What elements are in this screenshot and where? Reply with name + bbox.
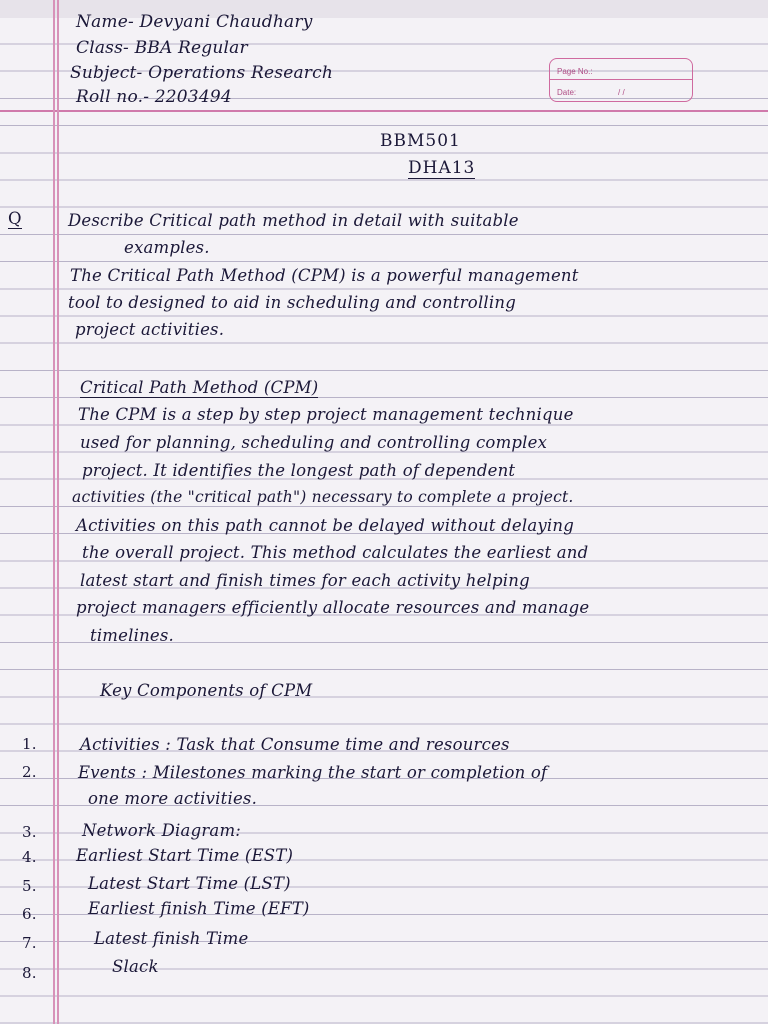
body-line-5: Activities on this path cannot be delayed without delaying	[76, 516, 574, 535]
list-item-number: 8.	[22, 964, 37, 982]
list-item-number: 7.	[22, 934, 37, 952]
body-line-7: latest start and finish times for each activity helping	[80, 571, 530, 590]
body-line-8: project managers efficiently allocate resources and manage	[76, 598, 590, 617]
list-item-text: Network Diagram:	[82, 821, 242, 840]
list-item-text: Latest finish Time	[94, 929, 249, 948]
key-components-heading: Key Components of CPM	[100, 681, 313, 700]
header-rule-line	[0, 110, 768, 112]
question-marker: Q	[8, 209, 22, 228]
student-class: Class- BBA Regular	[76, 38, 248, 58]
page-date-divider	[550, 79, 692, 80]
list-item-text: Earliest Start Time (EST)	[76, 846, 294, 865]
body-line-1: The CPM is a step by step project management technique	[78, 405, 574, 424]
list-item-number: 6.	[22, 905, 37, 923]
list-item-text: Latest Start Time (LST)	[88, 874, 291, 893]
body-line-4: activities (the "critical path") necessary to complete a project.	[72, 488, 574, 506]
student-rollno: Roll no.- 2203494	[76, 87, 232, 107]
student-subject: Subject- Operations Research	[70, 63, 334, 83]
list-item-text: Activities : Task that Consume time and resources	[80, 735, 510, 754]
section-heading: Critical Path Method (CPM)	[80, 378, 319, 397]
margin-line-right	[57, 0, 59, 1024]
list-item-text: Earliest finish Time (EFT)	[88, 899, 310, 918]
course-code: BBM501	[380, 131, 461, 151]
list-item-number: 1.	[22, 735, 37, 753]
intro-line-3: project activities.	[75, 320, 225, 339]
list-item-number: 3.	[22, 823, 37, 841]
question-line-1: Describe Critical path method in detail with suitable	[68, 211, 519, 230]
list-item-number: 5.	[22, 877, 37, 895]
question-line-2: examples.	[124, 238, 210, 257]
list-item-text: Slack	[112, 957, 159, 976]
page-date-box	[549, 58, 693, 102]
paper-code: DHA13	[408, 158, 476, 178]
list-item-number: 4.	[22, 848, 37, 866]
list-item-continuation: one more activities.	[88, 789, 258, 808]
body-line-2: used for planning, scheduling and controlling complex	[80, 433, 548, 452]
intro-line-2: tool to designed to aid in scheduling and controlling	[68, 293, 516, 312]
date-slashes: / /	[618, 88, 625, 97]
list-item-text: Events : Milestones marking the start or completion of	[78, 763, 548, 782]
body-line-3: project. It identifies the longest path of dependent	[82, 461, 516, 480]
list-item-number: 2.	[22, 763, 37, 781]
intro-line-1: The Critical Path Method (CPM) is a powerful management	[70, 266, 579, 285]
page-no-label: Page No.:	[557, 67, 593, 76]
date-label: Date:	[557, 88, 577, 97]
student-name: Name- Devyani Chaudhary	[76, 12, 313, 32]
body-line-9: timelines.	[90, 626, 174, 645]
body-line-6: the overall project. This method calculates the earliest and	[82, 543, 589, 562]
margin-line-left	[53, 0, 55, 1024]
